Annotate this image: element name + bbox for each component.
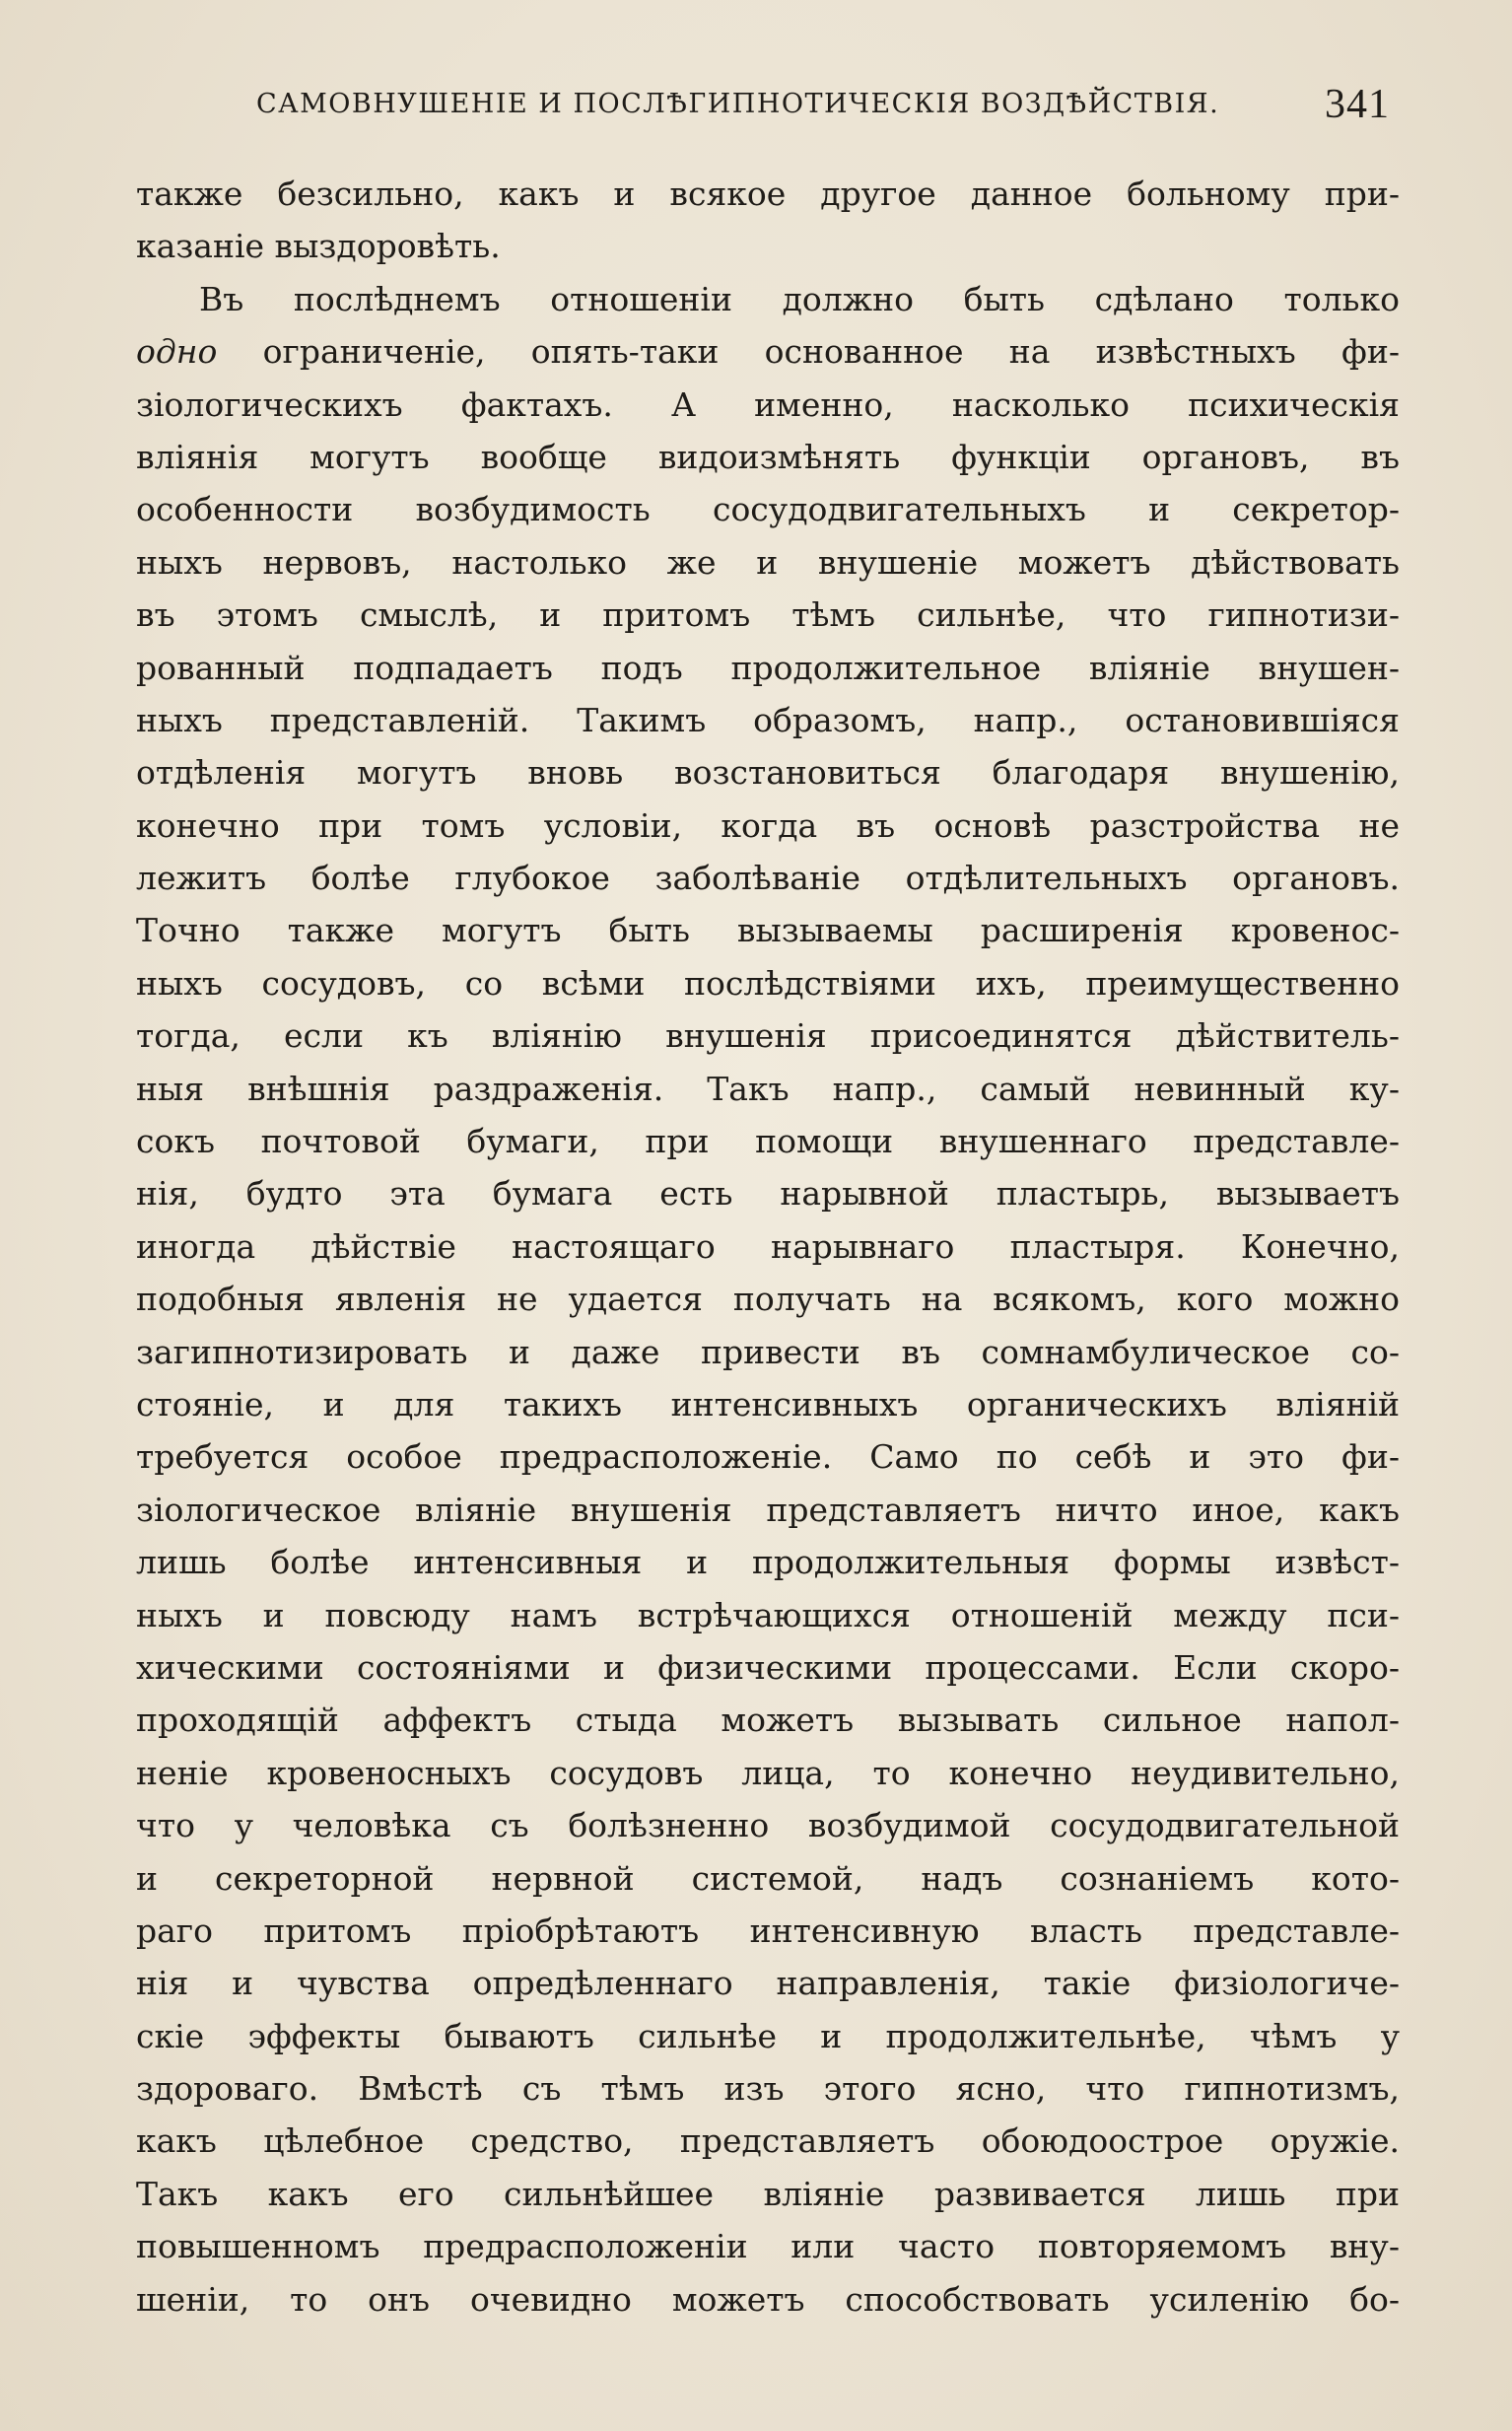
text-line: хическими состояніями и физическими процессами. Если скоро- (136, 1647, 1400, 1687)
text-line: лежитъ болѣе глубокое заболѣваніе отдѣлительныхъ органовъ. (136, 859, 1400, 898)
text-line: что у человѣка съ болѣзненно возбудимой сосудодвигательной (136, 1806, 1400, 1845)
running-title: САМОВНУШЕНІЕ И ПОСЛѢГИПНОТИЧЕСКІЯ ВОЗДѢЙСТВІЯ. (256, 89, 1220, 119)
text-line: подобныя явленія не удается получать на всякомъ, кого можно (136, 1280, 1400, 1319)
text-line: Такъ какъ его сильнѣйшее вліяніе развивается лишь при (136, 2174, 1400, 2213)
text-line: раго притомъ пріобрѣтаютъ интенсивную власть представле- (136, 1910, 1400, 1950)
text-line: зіологическое вліяніе внушенія представляетъ ничто иное, какъ (136, 1490, 1400, 1529)
text-line: особенности возбудимость сосудодвигательныхъ и секретор- (136, 490, 1400, 529)
text-line: скіе эффекты бываютъ сильнѣе и продолжительнѣе, чѣмъ у (136, 2016, 1400, 2055)
text-line: отдѣленія могутъ вновь возстановиться благодаря внушенію, (136, 753, 1400, 793)
text-line: здороваго. Вмѣстѣ съ тѣмъ изъ этого ясно, что гипнотизмъ, (136, 2069, 1400, 2109)
text-line: и секреторной нервной системой, надъ сознаніемъ кото- (136, 1858, 1400, 1898)
text-line: стояніе, и для такихъ интенсивныхъ органическихъ вліяній (136, 1384, 1400, 1424)
text-line: нія, будто эта бумага есть нарывной пластырь, вызываетъ (136, 1174, 1400, 1214)
text-line: Въ послѣднемъ отношеніи должно быть сдѣлано только (199, 279, 1400, 318)
text-line: повышенномъ предрасположеніи или часто повторяемомъ вну- (136, 2227, 1400, 2266)
text-line: зіологическихъ фактахъ. А именно, насколько психическія (136, 384, 1400, 424)
text-line: ныя внѣшнія раздраженія. Такъ напр., самый невинный ку- (136, 1069, 1400, 1108)
text-line: ныхъ и повсюду намъ встрѣчающихся отношеній между пси- (136, 1595, 1400, 1634)
text-line: ныхъ представленій. Такимъ образомъ, напр., остановившіяся (136, 700, 1400, 739)
text-line: сокъ почтовой бумаги, при помощи внушеннаго представле- (136, 1122, 1400, 1161)
text-line: какъ цѣлебное средство, представляетъ обоюдоострое оружіе. (136, 2121, 1400, 2161)
text-line: нія и чувства опредѣленнаго направленія, такіе физіологиче- (136, 1964, 1400, 2003)
text-line: ныхъ нервовъ, настолько же и внушеніе можетъ дѣйствовать (136, 542, 1400, 582)
text-line: рованный подпадаетъ подъ продолжительное вліяніе внушен- (136, 648, 1400, 687)
page-header (256, 81, 1390, 130)
text-line: конечно при томъ условіи, когда въ основѣ разстройства не (136, 805, 1400, 845)
text-line: тогда, если къ вліянію внушенія присоединятся дѣйствитель- (136, 1016, 1400, 1056)
text-line: неніе кровеносныхъ сосудовъ лица, то конечно неудивительно, (136, 1753, 1400, 1792)
text-line: шеніи, то онъ очевидно можетъ способствовать усиленію бо- (136, 2279, 1400, 2319)
italic-emphasis: одно (136, 332, 218, 372)
text-line: Точно также могутъ быть вызываемы расширенія кровенос- (136, 911, 1400, 950)
text-line: лишь болѣе интенсивныя и продолжительныя формы извѣст- (136, 1543, 1400, 1582)
page-number: 341 (1325, 82, 1390, 127)
text-line: ныхъ сосудовъ, со всѣми послѣдствіями ихъ, преимущественно (136, 963, 1400, 1003)
text-line (136, 325, 1400, 378)
text-line: казаніе выздоровѣть. (136, 227, 501, 266)
text-line: требуется особое предрасположеніе. Само по себѣ и это фи- (136, 1437, 1400, 1477)
text-line: вліянія могутъ вообще видоизмѣнять функціи органовъ, въ (136, 437, 1400, 476)
text-line-rest: ограниченіе, опять-таки основанное на извѣстныхъ фи- (262, 332, 1400, 372)
body-text (136, 168, 1400, 2326)
text-line: проходящій аффектъ стыда можетъ вызывать сильное напол- (136, 1701, 1400, 1740)
text-line: загипнотизировать и даже привести въ сомнамбулическое со- (136, 1332, 1400, 1371)
text-line: иногда дѣйствіе настоящаго нарывнаго пластыря. Конечно, (136, 1226, 1400, 1266)
text-line: въ этомъ смыслѣ, и притомъ тѣмъ сильнѣе, что гипнотизи- (136, 595, 1400, 635)
text-line: также безсильно, какъ и всякое другое данное больному при- (136, 174, 1400, 213)
